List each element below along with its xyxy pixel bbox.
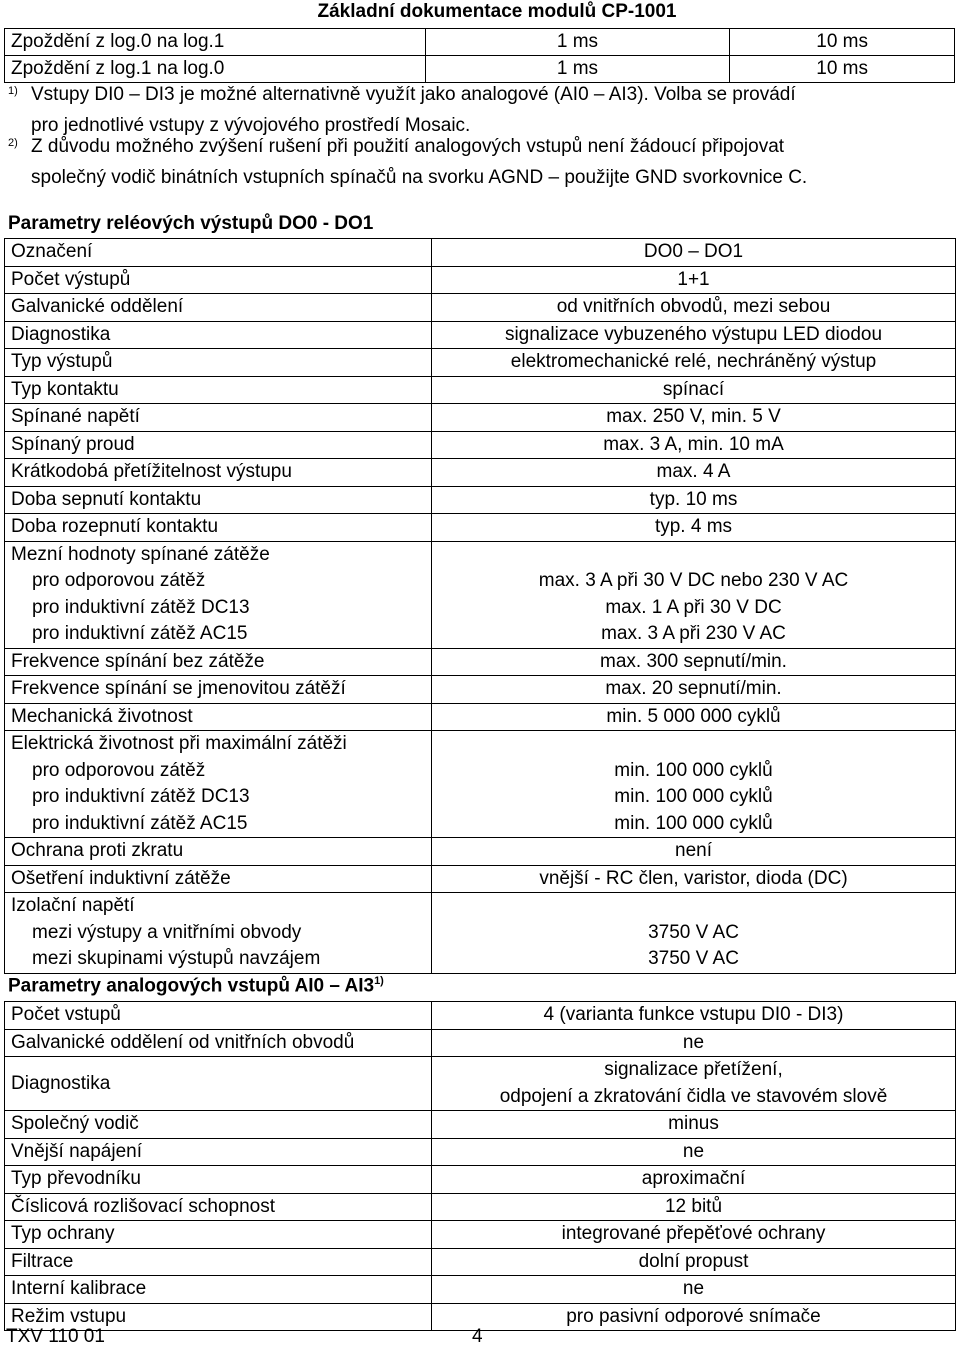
param-sublabel: pro induktivní zátěž AC15: [32, 812, 248, 834]
param-label: Galvanické oddělení od vnitřních obvodů: [5, 1029, 432, 1057]
table-row: [5, 376, 956, 404]
table-row: [5, 486, 956, 514]
param-value: od vnitřních obvodů, mezi sebou: [432, 294, 956, 322]
param-value: vnější - RC člen, varistor, dioda (DC): [432, 865, 956, 893]
footnote-line: Vstupy DI0 – DI3 je možné alternativně využít jako analogové (AI0 – AI3). Volba se provádí: [31, 84, 796, 105]
table-row: [5, 893, 956, 974]
table-row: [5, 1193, 956, 1221]
table-row: [5, 404, 956, 432]
param-value: ne: [432, 1138, 956, 1166]
footnote-mark: 2): [8, 137, 18, 149]
param-sublabel: pro induktivní zátěž AC15: [32, 623, 248, 644]
analog-params-table: [4, 1001, 956, 1331]
table-row: [5, 1138, 956, 1166]
param-value: typ. 4 ms: [432, 514, 956, 542]
table-row: [5, 431, 956, 459]
table-row: [5, 29, 955, 56]
footnote-mark: 1): [8, 85, 18, 97]
relay-params-table: [4, 238, 956, 974]
param-label: Mezní hodnoty spínané zátěže: [11, 543, 270, 565]
param-value: integrované přepěťové ochrany: [432, 1221, 956, 1249]
param-value: ne: [432, 1276, 956, 1304]
footnote-line: pro jednotlivé vstupy z vývojového prostředí Mosaic.: [31, 115, 471, 137]
table-row: [5, 865, 956, 893]
table-row: [5, 1276, 956, 1304]
param-label: Filtrace: [5, 1248, 432, 1276]
table-row: [5, 321, 956, 349]
row-value-max: 10 ms: [730, 56, 955, 83]
param-label: Typ převodníku: [5, 1166, 432, 1194]
param-label: Společný vodič: [5, 1111, 432, 1139]
param-value: 12 bitů: [432, 1193, 956, 1221]
table-row: [5, 1057, 956, 1111]
param-label: Typ ochrany: [5, 1221, 432, 1249]
param-label: Diagnostika: [5, 321, 432, 349]
param-value: max. 3 A při 30 V DC nebo 230 V AC: [538, 570, 849, 591]
table-row: [5, 1029, 956, 1057]
relay-section-title: Parametry reléových výstupů DO0 - DO1: [8, 213, 374, 234]
param-value: 4 (varianta funkce vstupu DI0 - DI3): [432, 1002, 956, 1030]
param-label: Diagnostika: [5, 1057, 432, 1111]
table-row: [5, 838, 956, 866]
param-label: Vnější napájení: [5, 1138, 432, 1166]
param-sublabel: pro induktivní zátěž DC13: [32, 596, 250, 618]
param-value: max. 20 sepnutí/min.: [432, 676, 956, 704]
param-value: min. 100 000 cyklů: [614, 759, 773, 781]
param-value: 3750 V AC: [648, 948, 739, 969]
analog-section-title: [8, 975, 384, 997]
table-row: [5, 541, 956, 648]
param-sublabel: pro odporovou zátěž: [32, 759, 206, 781]
param-value: aproximační: [432, 1166, 956, 1194]
param-label: Režim vstupu: [5, 1303, 432, 1331]
param-value: pro pasivní odporové snímače: [432, 1303, 956, 1331]
table-row: [5, 266, 956, 294]
table-row: [5, 703, 956, 731]
param-label: Typ kontaktu: [5, 376, 432, 404]
param-label: Typ výstupů: [5, 349, 432, 377]
footnote-1: [8, 82, 953, 139]
row-value-max: 10 ms: [730, 29, 955, 56]
param-value: dolní propust: [432, 1248, 956, 1276]
param-value: DO0 – DO1: [432, 239, 956, 267]
footnote-line: Z důvodu možného zvýšení rušení při použití analogových vstupů není žádoucí připojovat: [31, 136, 785, 157]
row-value-min: 1 ms: [425, 56, 730, 83]
table-row: [5, 514, 956, 542]
param-value: signalizace vybuzeného výstupu LED diodou: [432, 321, 956, 349]
delay-table: [4, 28, 955, 83]
param-value: min. 100 000 cyklů: [614, 812, 773, 834]
param-value: elektromechanické relé, nechráněný výstup: [432, 349, 956, 377]
param-value: max. 250 V, min. 5 V: [432, 404, 956, 432]
param-label: Číslicová rozlišovací schopnost: [5, 1193, 432, 1221]
page-title: Základní dokumentace modulů CP-1001: [317, 1, 677, 22]
table-row: [5, 1002, 956, 1030]
param-label: Doba sepnutí kontaktu: [5, 486, 432, 514]
table-row: [5, 648, 956, 676]
param-value: 1+1: [432, 266, 956, 294]
param-value: spínací: [432, 376, 956, 404]
footer-doc-id: TXV 110 01: [6, 1326, 105, 1347]
table-row: [5, 731, 956, 838]
param-value: signalizace přetížení,: [604, 1059, 783, 1080]
param-value: max. 1 A při 30 V DC: [605, 596, 782, 618]
param-label: Doba rozepnutí kontaktu: [5, 514, 432, 542]
param-label: Frekvence spínání bez zátěže: [5, 648, 432, 676]
param-sublabel: pro odporovou zátěž: [32, 570, 206, 591]
param-label: Elektrická životnost při maximální zátěži: [11, 733, 347, 754]
table-row: [5, 56, 955, 83]
param-value: 3750 V AC: [648, 921, 739, 943]
table-row: [5, 676, 956, 704]
param-label: Spínané napětí: [5, 404, 432, 432]
table-row: [5, 349, 956, 377]
param-value: minus: [432, 1111, 956, 1139]
param-value: min. 5 000 000 cyklů: [432, 703, 956, 731]
table-row: [5, 1248, 956, 1276]
param-value: min. 100 000 cyklů: [614, 786, 773, 807]
footnote-2: [8, 134, 953, 191]
param-label: Spínaný proud: [5, 431, 432, 459]
param-value: ne: [432, 1029, 956, 1057]
param-label: Počet vstupů: [5, 1002, 432, 1030]
param-label: Galvanické oddělení: [5, 294, 432, 322]
param-label: Izolační napětí: [11, 895, 135, 916]
analog-section-title-text: Parametry analogových vstupů AI0 – AI3: [8, 975, 375, 997]
row-value-min: 1 ms: [425, 29, 730, 56]
param-label: Označení: [5, 239, 432, 267]
param-label: Ochrana proti zkratu: [5, 838, 432, 866]
param-sublabel: pro induktivní zátěž DC13: [32, 786, 250, 807]
analog-section-title-mark: 1): [374, 975, 384, 987]
param-value: max. 4 A: [432, 459, 956, 487]
footnote-line: společný vodič binátních vstupních spínačů na svorku AGND – použijte GND svorkovnice C.: [31, 167, 808, 189]
table-row: [5, 459, 956, 487]
table-row: [5, 294, 956, 322]
table-row: [5, 1221, 956, 1249]
table-row: [5, 1111, 956, 1139]
param-sublabel: mezi skupinami výstupů navzájem: [32, 948, 321, 969]
row-label: Zpoždění z log.1 na log.0: [5, 56, 426, 83]
param-value: max. 3 A, min. 10 mA: [432, 431, 956, 459]
page-header: [0, 0, 960, 26]
param-value: max. 3 A při 230 V AC: [601, 623, 786, 644]
param-value: max. 300 sepnutí/min.: [432, 648, 956, 676]
param-label: Frekvence spínání se jmenovitou zátěží: [5, 676, 432, 704]
param-sublabel: mezi výstupy a vnitřními obvody: [32, 921, 302, 943]
table-row: [5, 1166, 956, 1194]
param-value: typ. 10 ms: [432, 486, 956, 514]
table-row: [5, 239, 956, 267]
param-label: Mechanická životnost: [5, 703, 432, 731]
param-label: Interní kalibrace: [5, 1276, 432, 1304]
param-label: Počet výstupů: [5, 266, 432, 294]
footer-page-number: 4: [472, 1326, 483, 1347]
param-value: odpojení a zkratování čidla ve stavovém slově: [499, 1085, 888, 1107]
row-label: Zpoždění z log.0 na log.1: [5, 29, 426, 56]
param-label: Krátkodobá přetížitelnost výstupu: [5, 459, 432, 487]
param-value: není: [432, 838, 956, 866]
param-label: Ošetření induktivní zátěže: [5, 865, 432, 893]
